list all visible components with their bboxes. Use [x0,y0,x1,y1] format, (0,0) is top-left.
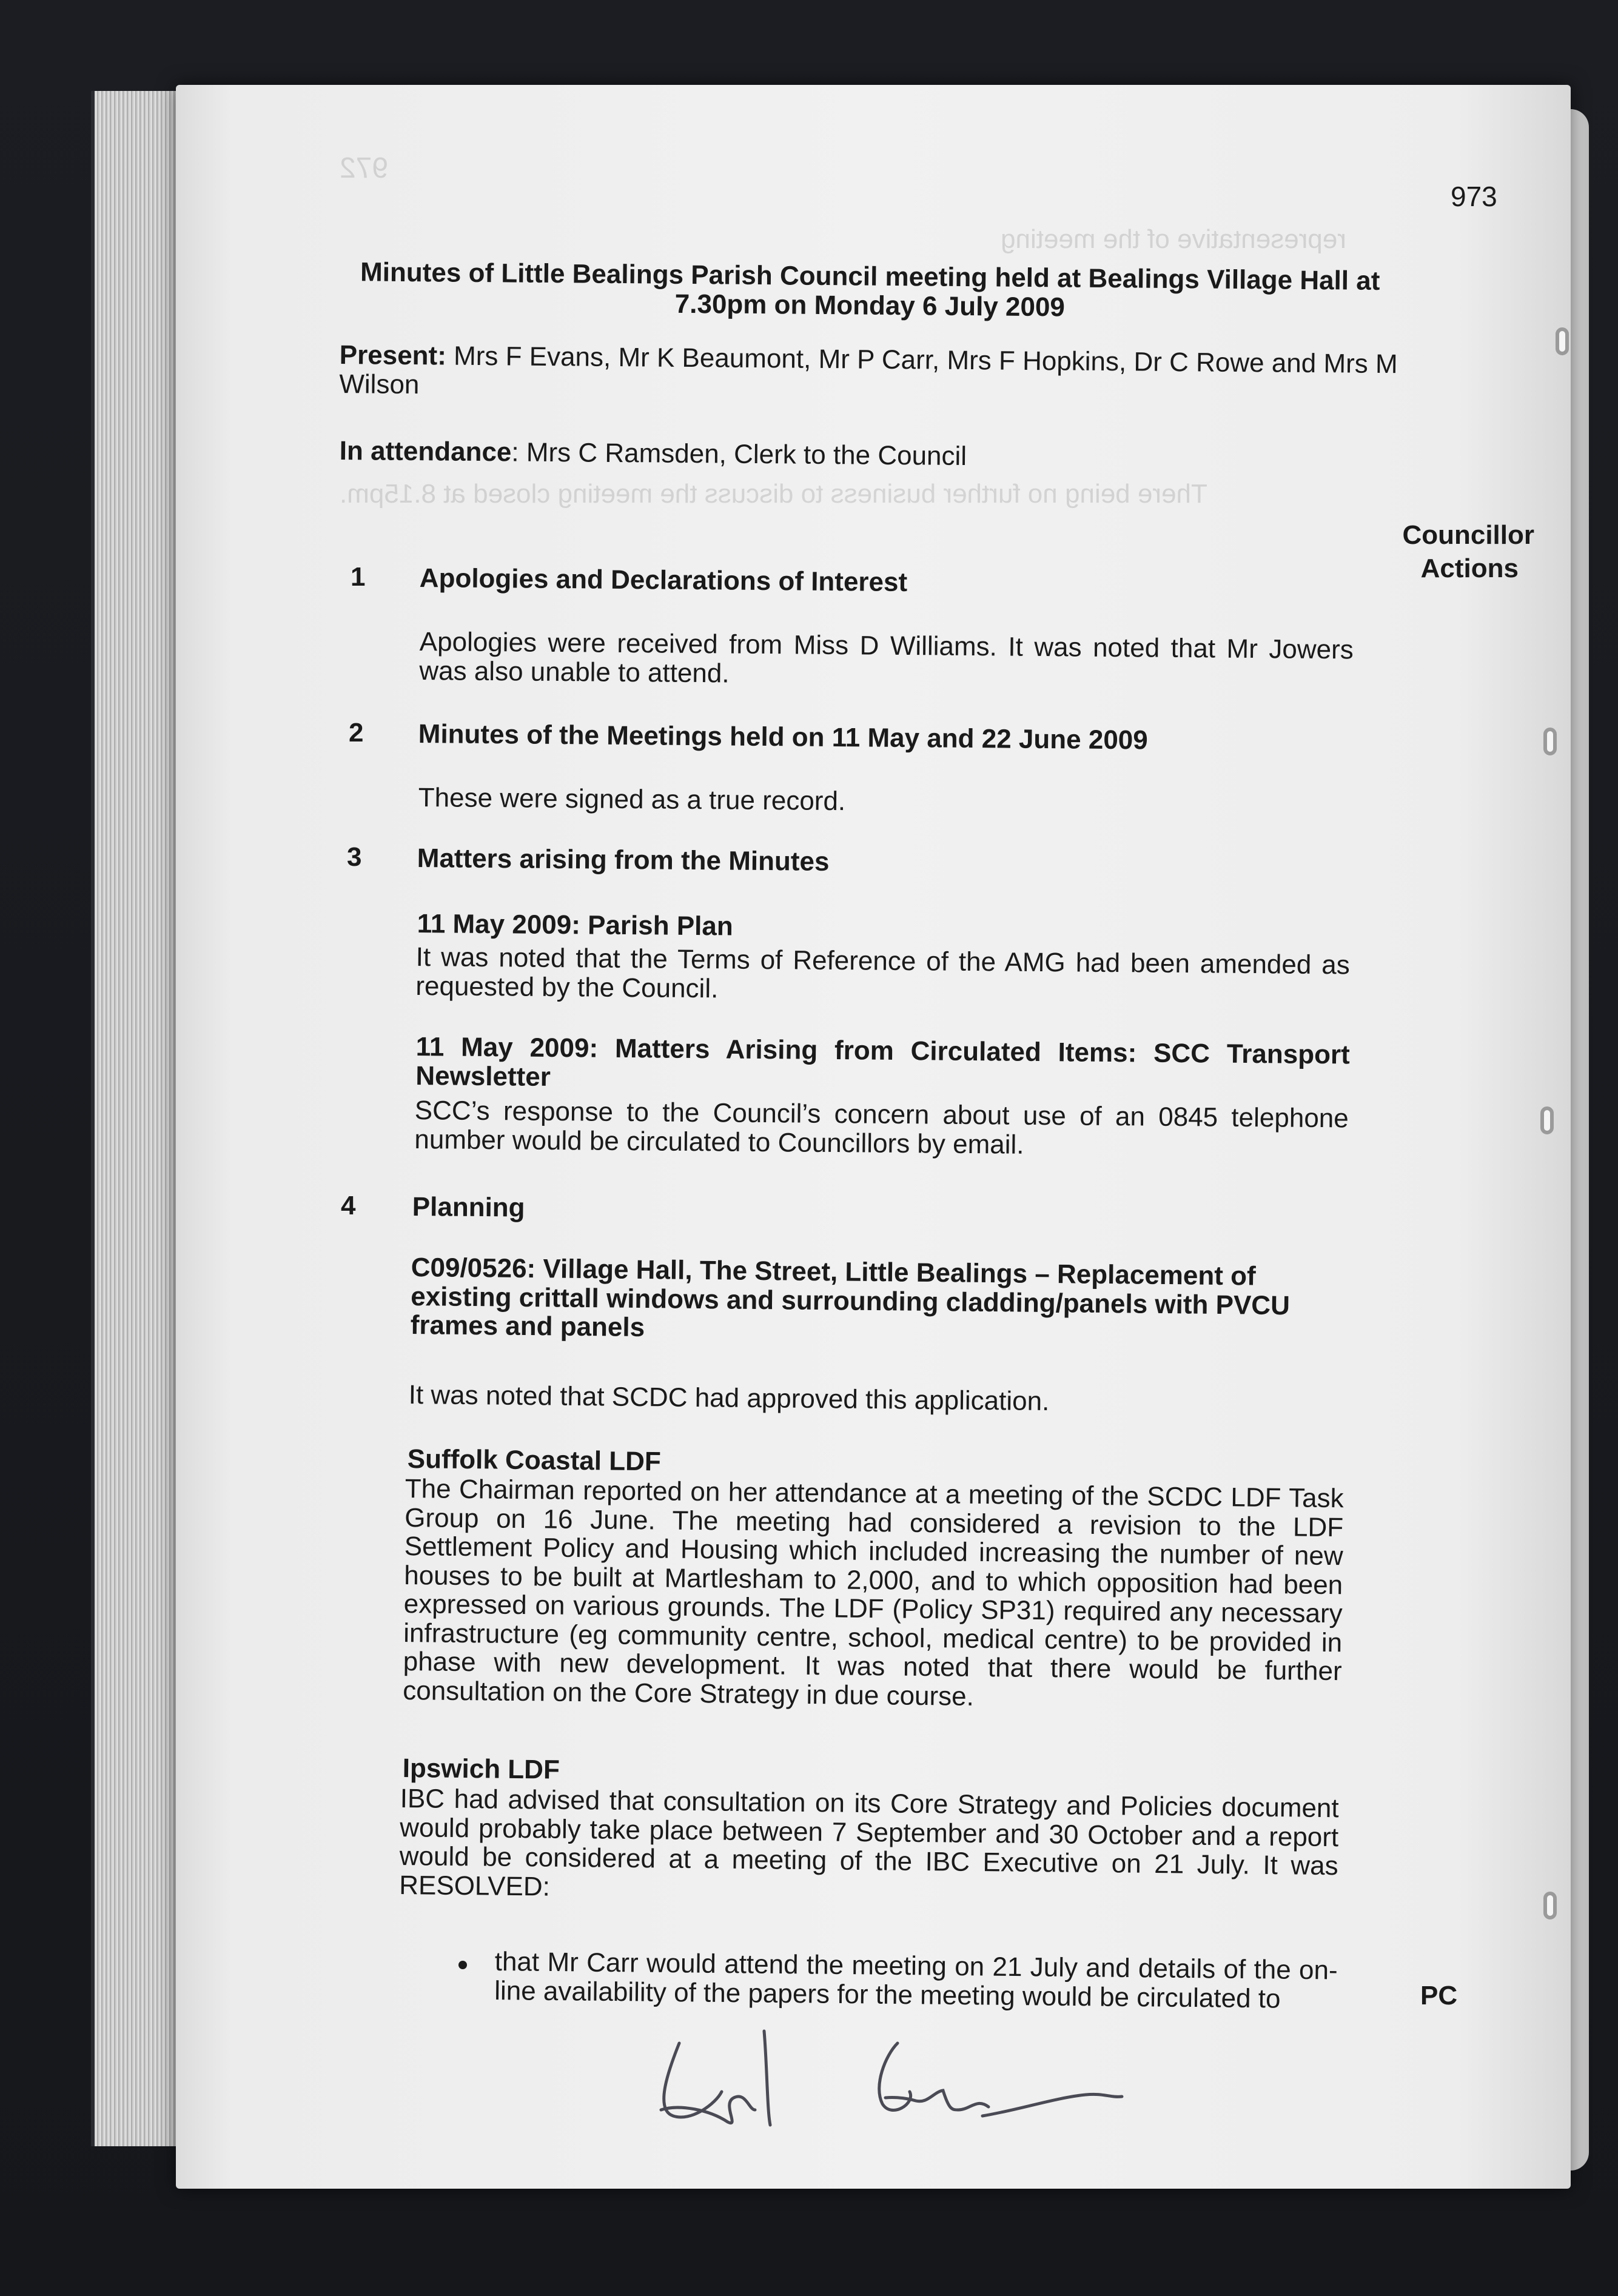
item-number: 1 [351,562,366,592]
page-number: 973 [1451,181,1497,212]
attendance-text: : Mrs C Ramsden, Clerk to the Council [511,437,967,472]
present-names: Mrs F Evans, Mr K Beaumont, Mr P Carr, Mrs F Hopkins, Dr C Rowe and Mrs M Wilson [339,341,1398,400]
page-title: Minutes of Little Bealings Parish Council meeting held at Bealings Village Hall at 7.30pm on Monday 6 July 2009 [360,257,1380,322]
actions-column-header [1365,518,1534,585]
subsection-heading: 11 May 2009: Parish Plan [417,909,733,942]
subsection-heading: Ipswich LDF [402,1753,560,1785]
present-label: Present: [339,340,447,371]
subsection-body: IBC had advised that consultation on its Core Strategy and Policies document would probably take place between 7 September and 30 October and a report would be considered at a meeting of the IBC Executive on 21 July. It was RESOLVED: [399,1784,1339,1902]
attendance-label: In attendance [339,436,512,467]
bullet-text: that Mr Carr would attend the meeting on 21 July and details of the on-line availability of the papers for the meeting would be circulated to [494,1947,1338,2014]
item-heading: Matters arising from the Minutes [417,843,830,877]
item-body: These were signed as a true record. [418,783,846,817]
actions-header-line1: Councillor [1402,520,1534,550]
item-heading: Planning [412,1192,525,1223]
subsection-body: The Chairman reported on her attendance at a meeting of the SCDC LDF Task Group on 16 June. The meeting had considered a revision to the LDF Settlement Policy and Housing which included increasing the number of new houses to be built at Martlesham to 2,000, and to which opposition had been expressed on various grounds. The LDF (Policy SP31) required any necessary infrastructure (eg community centre, school, medical centre) to be provided in phase with new development. It was noted that there would be further consultation on the Core Strategy in due course. [403,1474,1344,1712]
action-initials: PC [1420,1981,1458,2010]
item-heading: Apologies and Declarations of Interest [419,563,908,598]
signature [643,2019,1189,2152]
actions-header-line2: Actions [1420,554,1519,583]
subsection-heading: C09/0526: Village Hall, The Street, Little Bealings – Replacement of existing crittall windows and surrounding cladding/panels with PVCU frames and panels [410,1253,1291,1343]
item-number: 2 [349,718,364,748]
subsection-heading: 11 May 2009: Matters Arising from Circulated Items: SCC Transport Newsletter [415,1032,1350,1092]
subsection-body: It was noted that SCDC had approved this application. [408,1380,1050,1417]
bullet-icon [458,1961,467,1969]
item-number: 3 [347,842,362,872]
attendance-line [340,437,1431,475]
subsection-heading: Suffolk Coastal LDF [407,1444,662,1477]
subsection-body: SCC’s response to the Council’s concern about use of an 0845 telephone number would be circulated to Councillors by email. [414,1096,1349,1160]
item-heading: Minutes of the Meetings held on 11 May and 22 June 2009 [418,719,1148,755]
item-number: 4 [341,1191,356,1220]
show-through-text: 972 [340,152,389,184]
show-through-text: There being no further business to discuss the meeting closed at 8.15pm. [340,479,1207,509]
item-body: Apologies were received from Miss D Williams. It was noted that Mr Jowers was also unable to attend. [419,627,1354,688]
subsection-body: It was noted that the Terms of Reference of the AMG had been amended as requested by the Council. [415,942,1350,1003]
show-through-text: representative of the meeting [1001,224,1346,254]
present-line [339,341,1431,408]
